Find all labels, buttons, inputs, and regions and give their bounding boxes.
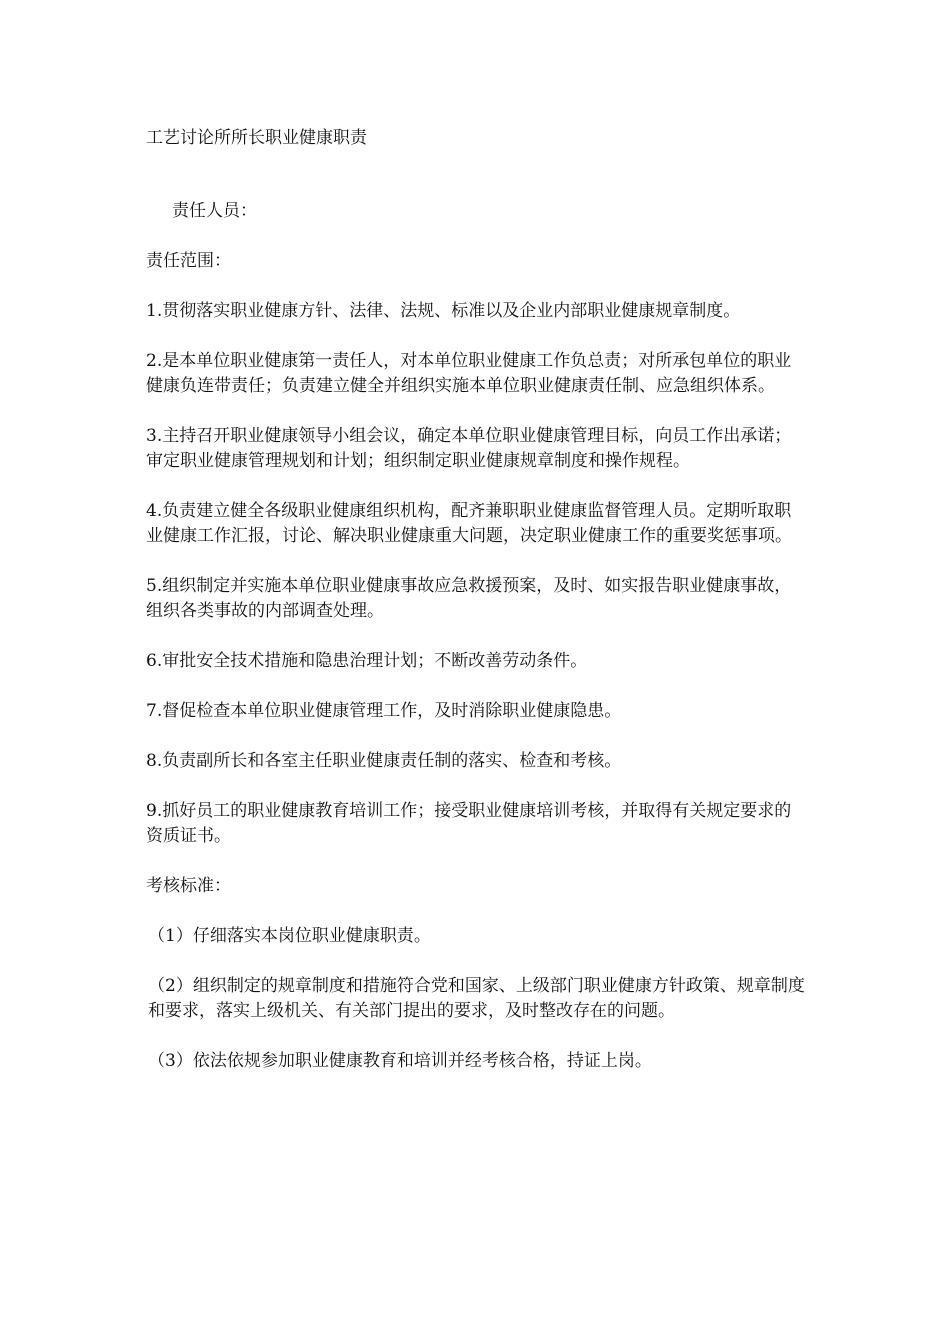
scope-item-6: 6.审批安全技术措施和隐患治理计划；不断改善劳动条件。 xyxy=(146,651,588,671)
scope-item-5: 5.组织制定并实施本单位职业健康事故应急救援预案，及时、如实报告职业健康事故，组织各类事故的内部调查处理。 xyxy=(146,576,792,621)
responsible-person-label: 责任人员： xyxy=(172,201,257,221)
criteria-item-2: （2）组织制定的规章制度和措施符合党和国家、上级部门职业健康方针政策、规章制度和要求，落实上级机关、有关部门提出的要求，及时整改存在的问题。 xyxy=(148,976,805,1021)
document-body xyxy=(146,126,806,1099)
scope-item-8: 8.负责副所长和各室主任职业健康责任制的落实、检查和考核。 xyxy=(146,751,622,771)
scope-item-2: 2.是本单位职业健康第一责任人，对本单位职业健康工作负总责；对所承包单位的职业健康负连带责任；负责建立健全并组织实施本单位职业健康责任制、应急组织体系。 xyxy=(146,351,792,396)
criteria-label: 考核标准： xyxy=(146,876,231,896)
scope-item-4: 4.负责建立健全各级职业健康组织机构，配齐兼职职业健康监督管理人员。定期听取职业健康工作汇报，讨论、解决职业健康重大问题，决定职业健康工作的重要奖惩事项。 xyxy=(146,501,792,546)
scope-item-9: 9.抓好员工的职业健康教育培训工作；接受职业健康培训考核，并取得有关规定要求的资质证书。 xyxy=(146,801,792,846)
document-title: 工艺讨论所所长职业健康职责 xyxy=(146,128,367,148)
scope-item-1: 1.贯彻落实职业健康方针、法律、法规、标准以及企业内部职业健康规章制度。 xyxy=(146,301,741,321)
scope-item-3: 3.主持召开职业健康领导小组会议，确定本单位职业健康管理目标，向员工作出承诺；审定职业健康管理规划和计划；组织制定职业健康规章制度和操作规程。 xyxy=(146,426,792,471)
scope-label: 责任范围： xyxy=(146,251,231,271)
criteria-item-1: （1）仔细落实本岗位职业健康职责。 xyxy=(148,926,431,946)
scope-item-7: 7.督促检查本单位职业健康管理工作，及时消除职业健康隐患。 xyxy=(146,701,622,721)
criteria-item-3: （3）依法依规参加职业健康教育和培训并经考核合格，持证上岗。 xyxy=(148,1051,652,1071)
